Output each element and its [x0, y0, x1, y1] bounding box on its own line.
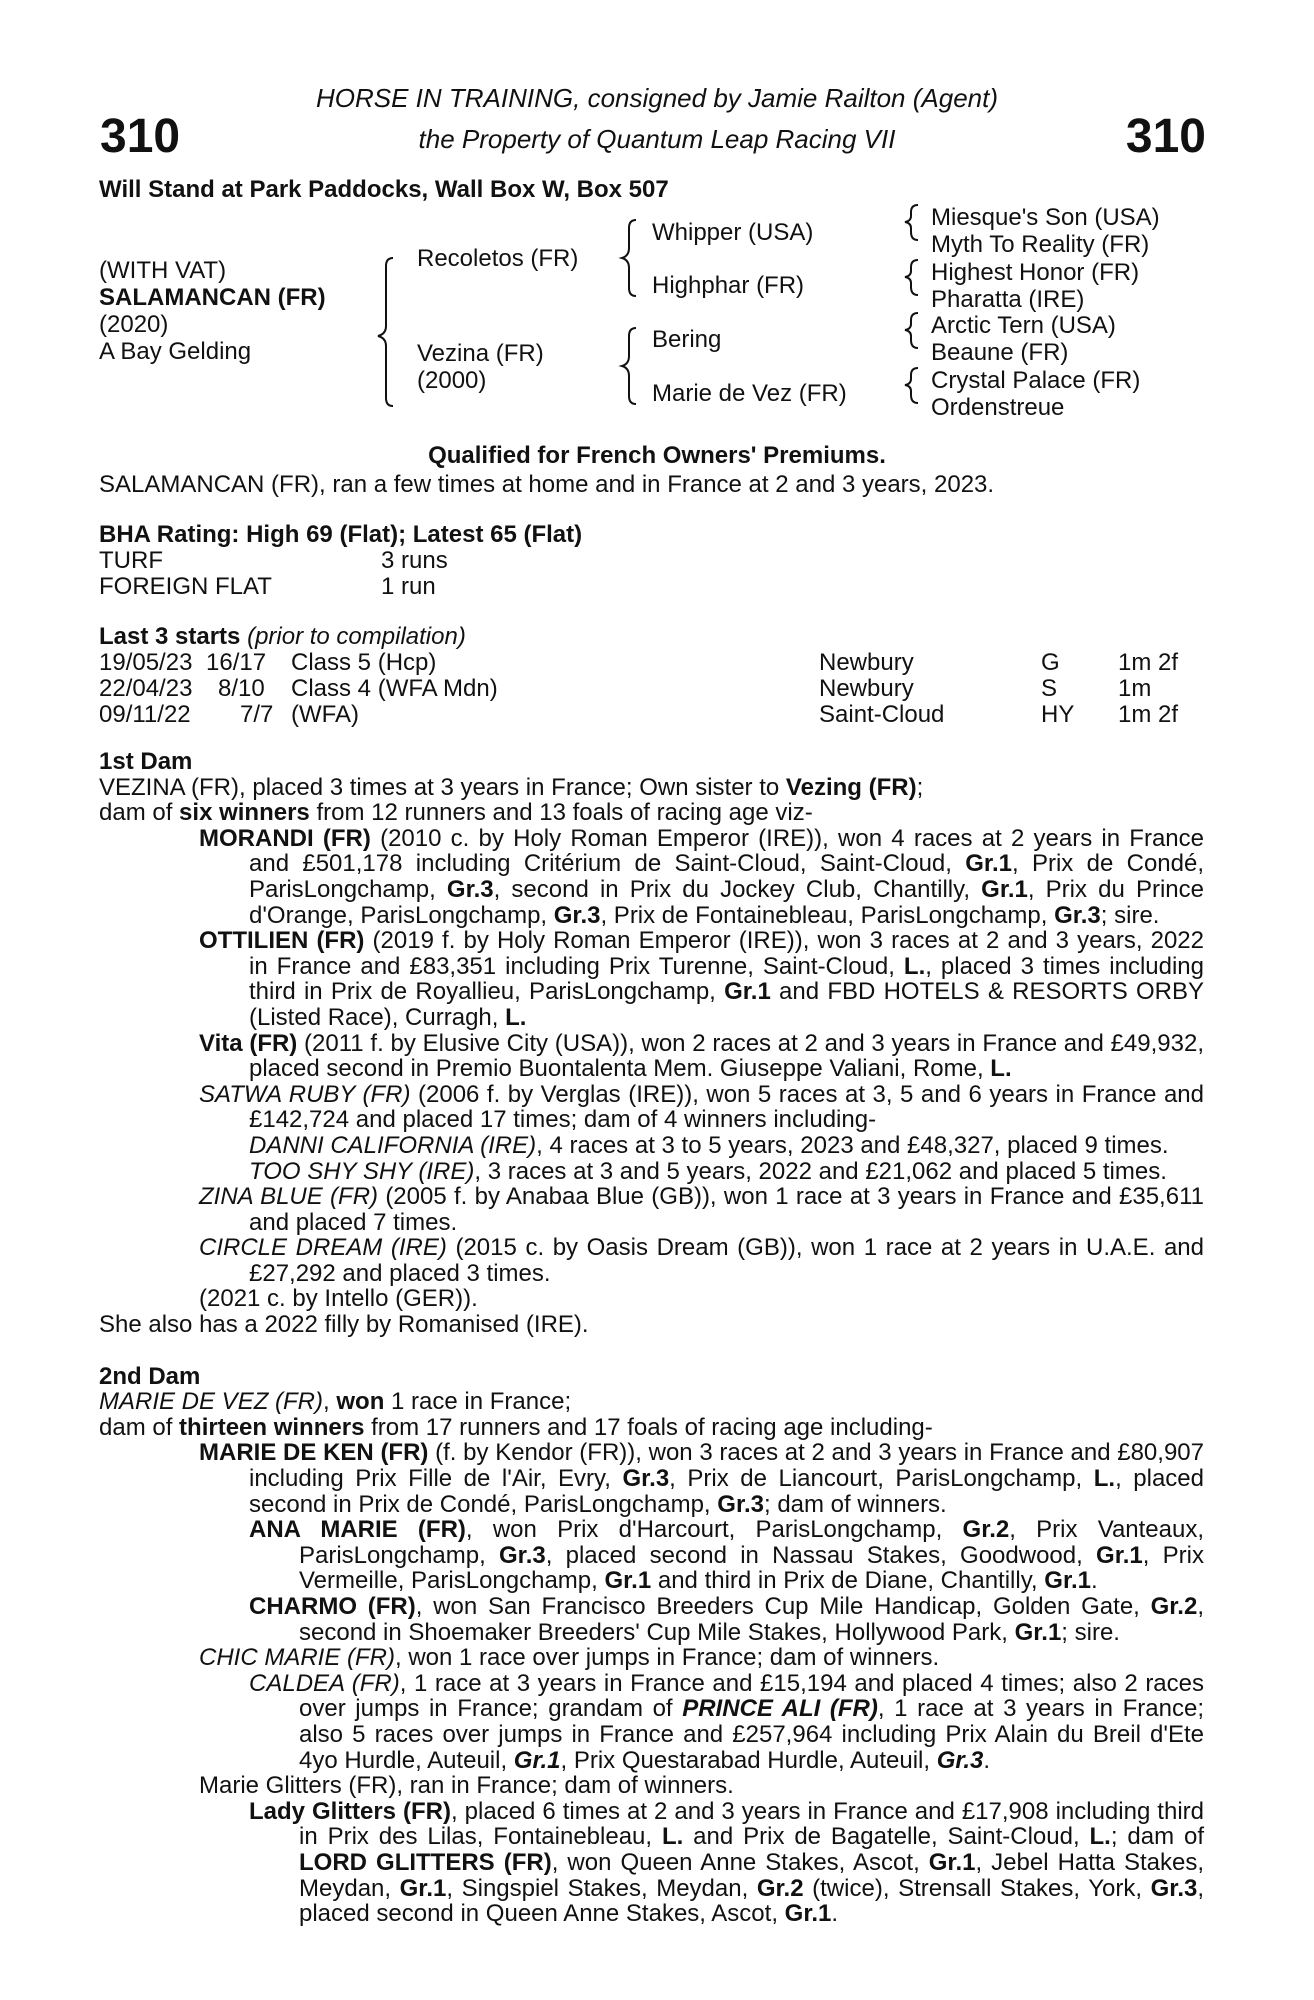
start-going: G	[1041, 649, 1060, 676]
rating-value-turf: 3 runs	[381, 547, 448, 574]
starts-subtitle: (prior to compilation)	[247, 623, 466, 650]
start-distance: 1m	[1118, 675, 1152, 702]
produce-2022-filly: She also has a 2022 filly by Romanised (IRE).	[99, 1311, 589, 1339]
rating-value-foreign: 1 run	[381, 573, 436, 600]
property-line: the Property of Quantum Leap Racing VII	[418, 124, 896, 154]
horse-description: A Bay Gelding	[99, 338, 252, 365]
start-course: Saint-Cloud	[819, 701, 945, 728]
produce-zina-blue: ZINA BLUE (FR) (2005 f. by Anabaa Blue (GB)), won 1 race at 3 years in France and £35,611 and placed 7 times.	[199, 1183, 1204, 1236]
ped-sdd: Pharatta (IRE)	[931, 286, 1085, 313]
first-dam-intro: VEZINA (FR), placed 3 times at 3 years in France; Own sister to Vezing (FR); dam of six winners from 12 runners and 13 foals of racing age viz-	[99, 773, 924, 827]
start-going: S	[1041, 675, 1058, 702]
start-course: Newbury	[819, 649, 914, 676]
produce-morandi: MORANDI (FR) (2010 c. by Holy Roman Emperor (IRE)), won 4 races at 2 years in France and £501,178 including Critérium de Saint-Cloud, Saint-Cloud, Gr.1, Prix de Condé, ParisLongchamp, Gr.3, second in Prix du Jockey Club, Chantilly, Gr.1, Prix du Prince d'Orange, ParisLongchamp, Gr.3, Prix de Fontainebleau, ParisLongchamp, Gr.3; sire.	[199, 824, 1204, 929]
start-class: Class 4 (WFA Mdn)	[291, 675, 498, 702]
ped-dds: Crystal Palace (FR)	[931, 367, 1141, 394]
ped-sds: Highest Honor (FR)	[931, 259, 1140, 286]
dam-sections	[99, 749, 1204, 1927]
lot-number-right: 310	[1125, 110, 1206, 163]
start-course: Newbury	[819, 675, 914, 702]
produce-vita: Vita (FR) (2011 f. by Elusive City (USA)), won 2 races at 2 and 3 years in France and £49,932, placed second in Premio Buontalenta Mem. Giuseppe Valiani, Rome, L.	[199, 1029, 1205, 1083]
ped-dss: Arctic Tern (USA)	[931, 312, 1116, 339]
start-going: HY	[1041, 701, 1075, 728]
grandproduce-lady-glitters: Lady Glitters (FR), placed 6 times at 2 and 3 years in France and £17,908 including third in Prix des Lilas, Fontainebleau, L. and Prix de Bagatelle, Saint-Cloud, L.; dam of LORD GLITTERS (FR), won Queen Anne Stakes, Ascot, Gr.1, Jebel Hatta Stakes, Meydan, Gr.1, Singspiel Stakes, Meydan, Gr.2 (twice), Strensall Stakes, York, Gr.3, placed second in Queen Anne Stakes, Ascot, Gr.1.	[249, 1797, 1205, 1928]
grandproduce-ana-marie: ANA MARIE (FR), won Prix d'Harcourt, ParisLongchamp, Gr.2, Prix Vanteaux, ParisLongchamp, Gr.3, placed second in Nassau Stakes, Goodwood, Gr.1, Prix Vermeille, ParisLongchamp, Gr.1 and third in Prix de Diane, Chantilly, Gr.1.	[249, 1516, 1205, 1595]
start-distance: 1m 2f	[1118, 649, 1179, 676]
start-distance: 1m 2f	[1118, 701, 1179, 728]
grandproduce-tooshy: TOO SHY SHY (IRE), 3 races at 3 and 5 years, 2022 and £21,062 and placed 5 times.	[249, 1157, 1167, 1185]
start-date: 19/05/23	[99, 649, 193, 676]
sire-name: Recoletos (FR)	[417, 245, 579, 272]
sire-sire: Whipper (USA)	[652, 219, 814, 246]
ped-ddd: Ordenstreue	[931, 394, 1065, 421]
horse-year: (2020)	[99, 311, 169, 338]
dam-dam: Marie de Vez (FR)	[652, 380, 847, 407]
first-dam-heading: 1st Dam	[99, 748, 193, 775]
lot-number-left: 310	[100, 110, 181, 163]
start-date: 22/04/23	[99, 675, 193, 702]
vat-label: (WITH VAT)	[99, 257, 227, 284]
rating-label-turf: TURF	[99, 547, 163, 574]
start-pos: 16/17	[206, 649, 267, 676]
horse-name: SALAMANCAN (FR)	[99, 284, 326, 311]
produce-marie-de-ken: MARIE DE KEN (FR) (f. by Kendor (FR)), won 3 races at 2 and 3 years in France and £80,907 including Prix Fille de l'Air, Evry, Gr.3, Prix de Liancourt, ParisLongchamp, L., placed second in Prix de Condé, ParisLongchamp, Gr.3; dam of winners.	[199, 1439, 1204, 1518]
start-pos: 7/7	[240, 701, 274, 728]
grandproduce-caldea: CALDEA (FR), 1 race at 3 years in France and £15,194 and placed 4 times; also 2 races over jumps in France; grandam of PRINCE ALI (FR), 1 race at 3 years in France; also 5 races over jumps in France and £257,964 including Prix Alain du Breil d'Ete 4yo Hurdle, Auteuil, Gr.1, Prix Questarabad Hurdle, Auteuil, Gr.3.	[249, 1669, 1204, 1774]
second-dam-intro: MARIE DE VEZ (FR), won 1 race in France; dam of thirteen winners from 17 runners and 17 foals of racing age including-	[99, 1388, 933, 1441]
produce-satwa-ruby: SATWA RUBY (FR) (2006 f. by Verglas (IRE)), won 5 races at 3, 5 and 6 years in France and £142,724 and placed 17 times; dam of 4 winners including-	[199, 1080, 1205, 1134]
produce-ottilien: OTTILIEN (FR) (2019 f. by Holy Roman Emperor (IRE)), won 3 races at 2 and 3 years, 2022 in France and £83,351 including Prix Turenne, Saint-Cloud, L., placed 3 times including third in Prix de Royallieu, ParisLongchamp, Gr.1 and FBD HOTELS & RESORTS ORBY (Listed Race), Curragh, L.	[199, 927, 1205, 1031]
start-date: 09/11/22	[99, 701, 191, 728]
dam-year: (2000)	[417, 367, 487, 394]
second-dam-heading: 2nd Dam	[99, 1362, 201, 1390]
produce-chic-marie: CHIC MARIE (FR), won 1 race over jumps in France; dam of winners.	[199, 1644, 940, 1672]
ped-dsd: Beaune (FR)	[931, 339, 1069, 366]
starts-title: Last 3 starts	[99, 623, 241, 650]
produce-marie-glitters: Marie Glitters (FR), ran in France; dam of winners.	[199, 1772, 734, 1800]
produce-circle-dream: CIRCLE DREAM (IRE) (2015 c. by Oasis Dream (GB)), won 1 race at 2 years in U.A.E. and £27,292 and placed 3 times.	[199, 1234, 1204, 1287]
dam-sire: Bering	[652, 326, 722, 353]
starts-heading	[99, 624, 466, 650]
bha-rating: BHA Rating: High 69 (Flat); Latest 65 (Flat)	[99, 521, 583, 548]
grandproduce-charmo: CHARMO (FR), won San Francisco Breeders Cup Mile Handicap, Golden Gate, Gr.2, second in Shoemaker Breeders' Cup Mile Stakes, Hollywood Park, Gr.1; sire.	[249, 1593, 1204, 1646]
qualified-note: Qualified for French Owners' Premiums.	[428, 442, 886, 469]
ped-ssd: Myth To Reality (FR)	[931, 231, 1150, 258]
start-class: (WFA)	[291, 701, 359, 728]
start-class: Class 5 (Hcp)	[291, 649, 437, 676]
start-pos: 8/10	[218, 675, 265, 702]
sire-dam: Highphar (FR)	[652, 272, 805, 299]
dam-name: Vezina (FR)	[417, 340, 544, 367]
race-summary: SALAMANCAN (FR), ran a few times at home and in France at 2 and 3 years, 2023.	[99, 471, 995, 498]
consignor-line: HORSE IN TRAINING, consigned by Jamie Railton (Agent)	[315, 83, 999, 113]
produce-2021-colt: (2021 c. by Intello (GER)).	[199, 1285, 478, 1313]
grandproduce-danni: DANNI CALIFORNIA (IRE), 4 races at 3 to 5 years, 2023 and £48,327, placed 9 times.	[249, 1131, 1169, 1159]
stand-location: Will Stand at Park Paddocks, Wall Box W, Box 507	[99, 176, 669, 203]
rating-label-foreign: FOREIGN FLAT	[99, 573, 272, 600]
ped-sss: Miesque's Son (USA)	[931, 204, 1160, 231]
